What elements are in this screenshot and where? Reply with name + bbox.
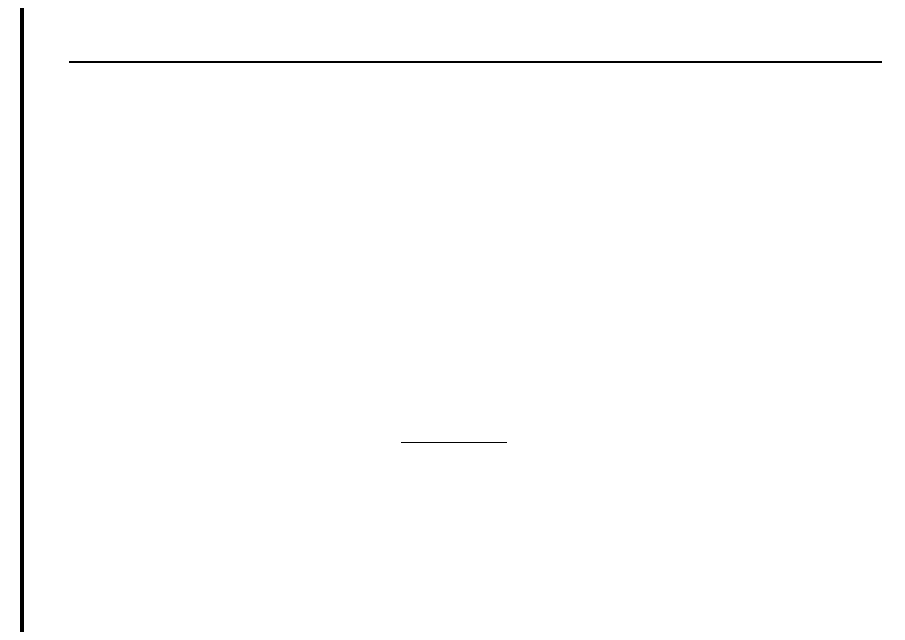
end-rule <box>401 442 507 443</box>
indicators-table <box>69 61 882 63</box>
subprogram-title <box>70 62 882 63</box>
page-binding-line <box>20 8 24 632</box>
subprogram-row <box>70 62 882 63</box>
